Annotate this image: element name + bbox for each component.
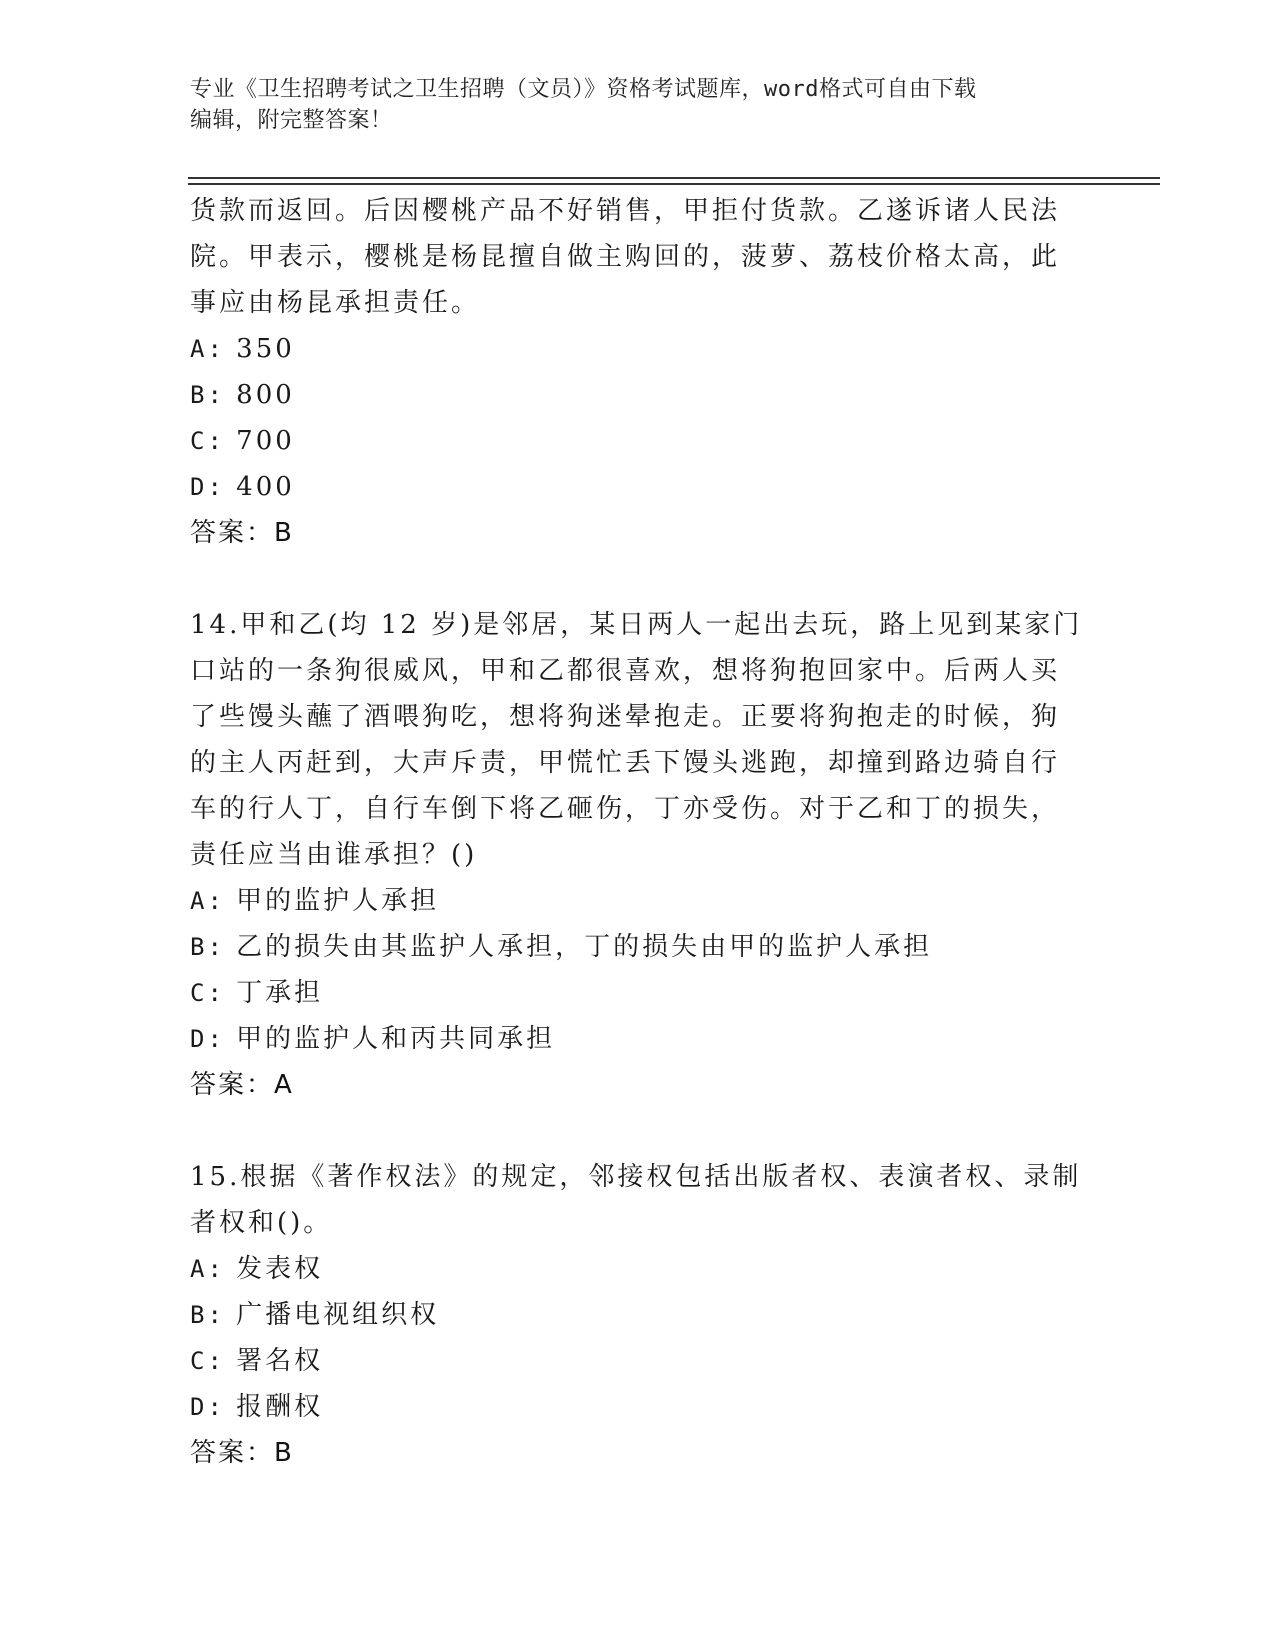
- option-letter: B:: [190, 933, 225, 961]
- option-a: [190, 326, 1090, 372]
- option-c: [190, 1338, 1090, 1384]
- option-a: [190, 878, 1090, 924]
- question-stem-line: 车的行人丁，自行车倒下将乙砸伤，丁亦受伤。对于乙和丁的损失，: [190, 794, 1061, 824]
- option-d: [190, 1384, 1090, 1430]
- option-letter: D:: [190, 1025, 225, 1053]
- option-letter: A:: [190, 1255, 225, 1283]
- answer-line: 答案：A: [190, 1070, 294, 1100]
- option-letter: C:: [190, 979, 225, 1007]
- option-text: 甲的监护人承担: [236, 886, 440, 916]
- question-15: [190, 1154, 1090, 1476]
- option-text: 广播电视组织权: [236, 1300, 440, 1330]
- option-text: 丁承担: [236, 978, 324, 1008]
- option-letter: C:: [190, 427, 225, 455]
- question-stem-line: 14.甲和乙(均 12 岁)是邻居，某日两人一起出去玩，路上见到某家门: [190, 610, 1083, 640]
- header-line-1: 专业《卫生招聘考试之卫生招聘（文员）》资格考试题库，word格式可自由下载: [190, 77, 977, 102]
- option-text: 甲的监护人和丙共同承担: [236, 1024, 556, 1054]
- option-text: 报酬权: [236, 1392, 324, 1422]
- option-letter: B:: [190, 1301, 225, 1329]
- option-a: [190, 1246, 1090, 1292]
- question-stem-line: 货款而返回。后因樱桃产品不好销售，甲拒付货款。乙遂诉诸人民法: [190, 196, 1061, 226]
- question-stem-line: 院。甲表示，樱桃是杨昆擅自做主购回的，菠萝、荔枝价格太高，此: [190, 242, 1061, 272]
- question-14: [190, 602, 1090, 1108]
- option-b: [190, 1292, 1090, 1338]
- option-letter: A:: [190, 887, 225, 915]
- question-stem-line: 者权和()。: [190, 1208, 333, 1238]
- question-stem-line: 的主人丙赶到，大声斥责，甲慌忙丢下馒头逃跑，却撞到路边骑自行: [190, 748, 1061, 778]
- option-text: 350: [236, 334, 295, 364]
- question-stem-line: 事应由杨昆承担责任。: [190, 288, 481, 318]
- question-stem-line: 15.根据《著作权法》的规定，邻接权包括出版者权、表演者权、录制: [190, 1162, 1082, 1192]
- option-b: [190, 372, 1090, 418]
- header-divider-bottom: [188, 183, 1160, 185]
- option-text: 700: [236, 426, 295, 456]
- option-letter: D:: [190, 473, 225, 501]
- option-c: [190, 970, 1090, 1016]
- option-c: [190, 418, 1090, 464]
- option-letter: A:: [190, 335, 225, 363]
- option-text: 乙的损失由其监护人承担，丁的损失由甲的监护人承担: [236, 932, 933, 962]
- header-line-2: 编辑，附完整答案！: [190, 108, 393, 133]
- option-letter: D:: [190, 1393, 225, 1421]
- document-header: [190, 74, 1090, 136]
- option-d: [190, 1016, 1090, 1062]
- option-text: 署名权: [236, 1346, 324, 1376]
- option-text: 发表权: [236, 1254, 324, 1284]
- option-text: 800: [236, 380, 295, 410]
- option-d: [190, 464, 1090, 510]
- question-stem-line: 口站的一条狗很威风，甲和乙都很喜欢，想将狗抱回家中。后两人买: [190, 656, 1061, 686]
- question-stem-line: 了些馒头蘸了酒喂狗吃，想将狗迷晕抱走。正要将狗抱走的时候，狗: [190, 702, 1061, 732]
- question-13: [190, 188, 1090, 556]
- answer-line: 答案：B: [190, 518, 294, 548]
- answer-line: 答案：B: [190, 1438, 294, 1468]
- option-letter: B:: [190, 381, 225, 409]
- option-text: 400: [236, 472, 295, 502]
- option-letter: C:: [190, 1347, 225, 1375]
- question-stem-line: 责任应当由谁承担？(): [190, 840, 478, 870]
- document-body: [190, 188, 1090, 1476]
- header-divider-top: [188, 177, 1160, 179]
- option-b: [190, 924, 1090, 970]
